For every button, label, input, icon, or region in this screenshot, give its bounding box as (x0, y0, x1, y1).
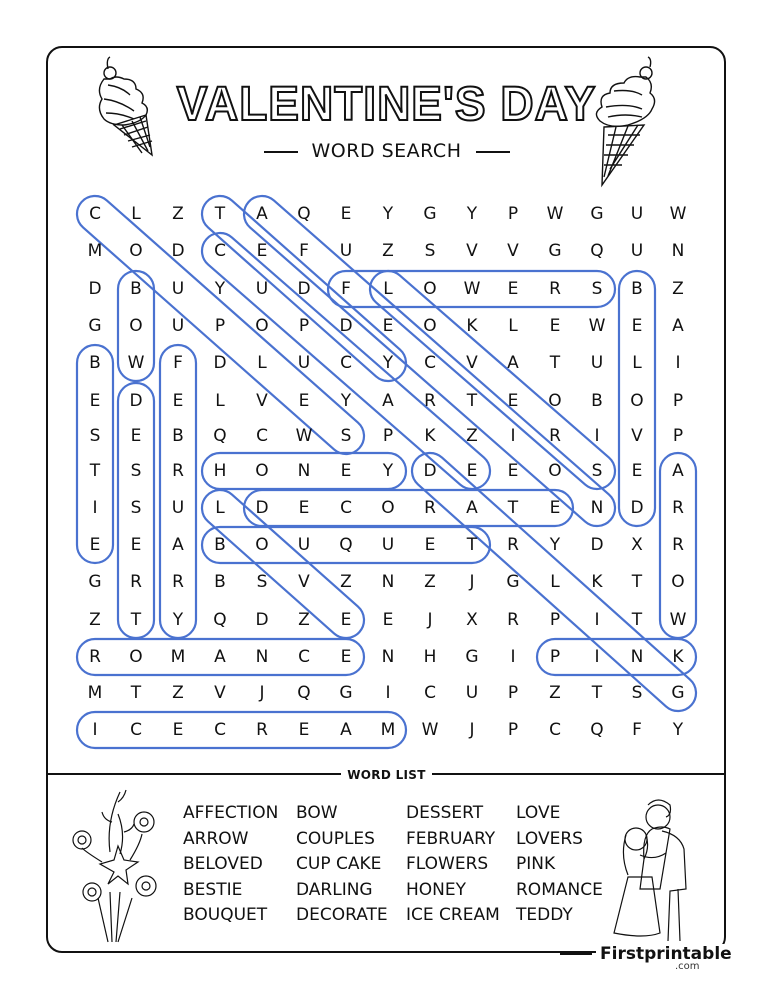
grid-letter: C (130, 720, 142, 740)
grid-letter: N (381, 572, 395, 592)
grid-letter: O (129, 241, 143, 261)
grid-letter: R (172, 461, 184, 481)
grid-letter: C (424, 353, 436, 373)
grid-letter: Y (466, 204, 478, 224)
grid-letter: E (424, 535, 436, 555)
word-list-item: DECORATE (296, 905, 388, 925)
grid-letter: N (671, 241, 685, 261)
grid-letter: R (549, 426, 561, 446)
grid-letter: I (594, 610, 600, 630)
grid-letter: G (671, 683, 685, 703)
word-list-item: BOUQUET (183, 905, 268, 925)
grid-letter: D (213, 353, 227, 373)
grid-letter: T (631, 572, 643, 592)
word-list-item: DESSERT (406, 803, 484, 823)
grid-letter: K (591, 572, 603, 592)
grid-letter: A (214, 647, 226, 667)
grid-letter: B (214, 535, 226, 555)
grid-letter: E (340, 204, 352, 224)
grid-letter: R (549, 279, 561, 299)
grid-letter: N (590, 498, 604, 518)
grid-letter: H (423, 647, 437, 667)
grid-letter: B (130, 279, 142, 299)
grid-letter: M (87, 683, 103, 703)
grid-letter: E (631, 461, 643, 481)
grid-letter: Z (340, 572, 352, 592)
grid-letter: W (669, 610, 687, 630)
grid-letter: T (466, 535, 478, 555)
grid-letter: Q (297, 204, 311, 224)
grid-letter: W (588, 316, 606, 336)
grid-letter: V (466, 353, 478, 373)
grid-letter: T (507, 498, 519, 518)
grid-letter: P (298, 316, 310, 336)
grid-letter: R (256, 720, 268, 740)
grid-letter: E (507, 391, 519, 411)
grid-letter: N (381, 647, 395, 667)
grid-letter: D (255, 498, 269, 518)
grid-letter: P (507, 720, 519, 740)
grid-letter: G (88, 572, 102, 592)
grid-letter: P (672, 426, 684, 446)
grid-letter: C (340, 498, 352, 518)
grid-letter: L (383, 279, 393, 299)
grid-letter: S (130, 498, 142, 518)
word-list-item: BOW (296, 803, 338, 823)
grid-letter: F (299, 241, 309, 261)
grid-letter: R (424, 498, 436, 518)
grid-letter: U (630, 241, 644, 261)
grid-letter: E (172, 391, 184, 411)
grid-letter: R (672, 498, 684, 518)
grid-letter: C (549, 720, 561, 740)
grid-letter: U (339, 241, 353, 261)
grid-letter: A (256, 204, 268, 224)
grid-letter: Z (89, 610, 101, 630)
word-list-item: LOVERS (516, 828, 583, 849)
grid-letter: I (675, 353, 681, 373)
grid-letter: T (130, 683, 142, 703)
grid-letter: C (89, 204, 101, 224)
grid-letter: E (89, 535, 101, 555)
grid-letter: U (630, 204, 644, 224)
grid-letter: L (257, 353, 267, 373)
word-list-item: HONEY (406, 879, 467, 900)
word-list-label: WORD LIST (0, 764, 773, 783)
grid-letter: T (89, 461, 101, 481)
grid-letter: E (340, 610, 352, 630)
grid-letter: K (466, 316, 478, 336)
grid-letter: Q (590, 720, 604, 740)
grid-letter: D (339, 316, 353, 336)
grid-letter: E (172, 720, 184, 740)
grid-letter: T (549, 353, 561, 373)
grid-letter: Z (424, 572, 436, 592)
grid-letter: X (631, 535, 643, 555)
grid-letter: Y (672, 720, 684, 740)
grid-letter: E (382, 316, 394, 336)
grid-letter: E (466, 461, 478, 481)
grid-letter: Z (172, 683, 184, 703)
grid-letter: C (424, 683, 436, 703)
grid-letter: G (465, 647, 479, 667)
brand-logo: Firstprintable (596, 944, 736, 964)
grid-letter: O (129, 647, 143, 667)
grid-letter: U (255, 279, 269, 299)
grid-letter: Y (172, 610, 184, 630)
grid-letter: V (631, 426, 643, 446)
word-list-item: BESTIE (183, 879, 243, 900)
grid-letter: S (591, 279, 603, 299)
grid-letter: I (92, 498, 98, 518)
grid-letter: V (466, 241, 478, 261)
word-list-item: FLOWERS (406, 854, 489, 874)
grid-letter: L (215, 498, 225, 518)
grid-letter: Y (549, 535, 561, 555)
grid-letter: P (549, 610, 561, 630)
word-list-item: AFFECTION (183, 803, 279, 823)
grid-letter: X (466, 610, 478, 630)
word-list-item: CUP CAKE (296, 854, 382, 874)
word-list-column-1 (183, 801, 278, 929)
grid-letter: D (129, 391, 143, 411)
grid-letter: Z (466, 426, 478, 446)
grid-letter: O (129, 316, 143, 336)
grid-letter: E (256, 241, 268, 261)
grid-letter: Q (213, 610, 227, 630)
grid-letter: I (385, 683, 391, 703)
grid-letter: H (213, 461, 227, 481)
grid-letter: O (423, 279, 437, 299)
grid-letter: W (463, 279, 481, 299)
grid-letter: O (255, 535, 269, 555)
grid-letter: G (339, 683, 353, 703)
grid-letter: D (423, 461, 437, 481)
grid-letter: J (469, 572, 475, 592)
grid-letter: K (424, 426, 436, 446)
word-list-item: COUPLES (296, 828, 375, 849)
grid-letter: P (549, 647, 561, 667)
grid-letter: O (255, 461, 269, 481)
grid-letter: L (131, 204, 141, 224)
grid-letter: Z (298, 610, 310, 630)
grid-letter: B (591, 391, 603, 411)
grid-letter: B (214, 572, 226, 592)
grid-letter: B (89, 353, 101, 373)
grid-letter: Y (382, 204, 394, 224)
grid-letter: I (510, 426, 516, 446)
grid-letter: F (341, 279, 351, 299)
grid-letter: D (88, 279, 102, 299)
word-list-item: LOVE (516, 803, 561, 823)
grid-letter: A (507, 353, 519, 373)
grid-letter: B (631, 279, 643, 299)
grid-letter: S (591, 461, 603, 481)
grid-letter: U (171, 498, 185, 518)
grid-letter: S (130, 461, 142, 481)
grid-letter: I (92, 720, 98, 740)
grid-letter: E (130, 535, 142, 555)
grid-letter: V (507, 241, 519, 261)
grid-letter: J (259, 683, 265, 703)
grid-letter: N (630, 647, 644, 667)
grid-letter: J (469, 720, 475, 740)
word-list-column-3 (406, 801, 500, 929)
grid-letter: P (507, 204, 519, 224)
grid-letter: O (548, 461, 562, 481)
grid-letter: M (380, 720, 396, 740)
subtitle-text: WORD SEARCH (311, 140, 462, 162)
footer-divider (560, 953, 592, 955)
grid-letter: A (172, 535, 184, 555)
grid-letter: A (340, 720, 352, 740)
word-list-item: ICE CREAM (406, 905, 500, 925)
grid-letter: S (256, 572, 268, 592)
grid-letter: L (632, 353, 642, 373)
grid-letter: C (340, 353, 352, 373)
grid-letter: O (630, 391, 644, 411)
grid-letter: R (507, 535, 519, 555)
grid-letter: L (508, 316, 518, 336)
grid-letter: E (89, 391, 101, 411)
page-title: VALENTINE'S DAY (176, 75, 597, 131)
grid-letter: G (506, 572, 520, 592)
grid-letter: E (507, 461, 519, 481)
grid-letter: E (340, 647, 352, 667)
grid-letter: N (255, 647, 269, 667)
grid-letter: K (672, 647, 684, 667)
grid-letter: Z (672, 279, 684, 299)
grid-letter: N (297, 461, 311, 481)
grid-letter: S (631, 683, 643, 703)
grid-letter: R (172, 572, 184, 592)
grid-letter: R (424, 391, 436, 411)
grid-letter: W (421, 720, 439, 740)
grid-letter: Z (382, 241, 394, 261)
grid-letter: O (671, 572, 685, 592)
grid-letter: C (214, 241, 226, 261)
grid-letter: D (630, 498, 644, 518)
grid-letter: S (340, 426, 352, 446)
grid-letter: G (88, 316, 102, 336)
grid-letter: E (507, 279, 519, 299)
grid-letter: E (549, 316, 561, 336)
grid-letter: Y (340, 391, 352, 411)
grid-letter: Z (172, 204, 184, 224)
brand-domain: .com (675, 961, 700, 972)
grid-letter: E (298, 391, 310, 411)
grid-letter: U (171, 316, 185, 336)
grid-letter: D (590, 535, 604, 555)
word-list-item: TEDDY (516, 905, 573, 925)
grid-letter: U (465, 683, 479, 703)
grid-letter: I (594, 647, 600, 667)
grid-letter: I (594, 426, 600, 446)
grid-letter: A (672, 461, 684, 481)
grid-letter: Y (382, 353, 394, 373)
grid-letter: C (256, 426, 268, 446)
grid-letter: F (632, 720, 642, 740)
grid-letter: A (466, 498, 478, 518)
grid-letter: P (672, 391, 684, 411)
grid-letter: V (256, 391, 268, 411)
grid-letter: R (507, 610, 519, 630)
grid-letter: R (89, 647, 101, 667)
grid-letter: T (214, 204, 226, 224)
grid-letter: I (510, 647, 516, 667)
grid-letter: C (298, 647, 310, 667)
word-list-item: ARROW (183, 828, 249, 849)
grid-letter: S (89, 426, 101, 446)
grid-letter: O (548, 391, 562, 411)
grid-letter: A (672, 316, 684, 336)
grid-letter: U (297, 535, 311, 555)
word-list-item: ROMANCE (516, 879, 603, 900)
word-list-column-2 (296, 801, 388, 929)
grid-letter: W (295, 426, 313, 446)
grid-letter: L (550, 572, 560, 592)
grid-letter: U (171, 279, 185, 299)
grid-letter: G (590, 204, 604, 224)
grid-letter: D (171, 241, 185, 261)
grid-letter: P (507, 683, 519, 703)
grid-letter: U (381, 535, 395, 555)
grid-letter: E (549, 498, 561, 518)
grid-letter: E (340, 461, 352, 481)
grid-letter: S (424, 241, 436, 261)
grid-letter: J (427, 610, 433, 630)
grid-letter: E (382, 610, 394, 630)
grid-letter: M (170, 647, 186, 667)
grid-letter: O (381, 498, 395, 518)
word-list-item: PINK (516, 854, 556, 874)
word-list-item: BELOVED (183, 854, 263, 874)
grid-letter: P (214, 316, 226, 336)
grid-letter: E (130, 426, 142, 446)
grid-letter: M (87, 241, 103, 261)
grid-letter: W (127, 353, 145, 373)
grid-letter: Q (339, 535, 353, 555)
grid-letter: A (382, 391, 394, 411)
flower-bouquet-icon (62, 782, 172, 948)
grid-letter: O (423, 316, 437, 336)
grid-letter: T (130, 610, 142, 630)
grid-letter: E (631, 316, 643, 336)
grid-letter: O (255, 316, 269, 336)
grid-letter: P (382, 426, 394, 446)
grid-letter: Q (213, 426, 227, 446)
grid-letter: B (172, 426, 184, 446)
grid-letter: Y (214, 279, 226, 299)
grid-letter: Z (549, 683, 561, 703)
word-list-item: FEBRUARY (406, 828, 496, 849)
grid-letter: R (130, 572, 142, 592)
grid-letter: R (672, 535, 684, 555)
grid-letter: G (423, 204, 437, 224)
grid-letter: E (298, 720, 310, 740)
grid-letter: Q (590, 241, 604, 261)
grid-letter: Q (297, 683, 311, 703)
grid-letter: L (215, 391, 225, 411)
couple-icon (600, 795, 710, 945)
grid-letter: V (214, 683, 226, 703)
grid-letter: T (466, 391, 478, 411)
word-list-item: DARLING (296, 879, 373, 900)
grid-letter: U (590, 353, 604, 373)
grid-letter: G (548, 241, 562, 261)
grid-letter: E (298, 498, 310, 518)
grid-letter: V (298, 572, 310, 592)
grid-letter: F (173, 353, 183, 373)
grid-letter: Y (382, 461, 394, 481)
grid-letter: T (631, 610, 643, 630)
grid-letter: T (591, 683, 603, 703)
word-list-column-4 (516, 801, 603, 929)
grid-letter: W (546, 204, 564, 224)
grid-letter: U (297, 353, 311, 373)
grid-letter: W (669, 204, 687, 224)
grid-letter: D (297, 279, 311, 299)
grid-letter: D (255, 610, 269, 630)
grid-letter: C (214, 720, 226, 740)
